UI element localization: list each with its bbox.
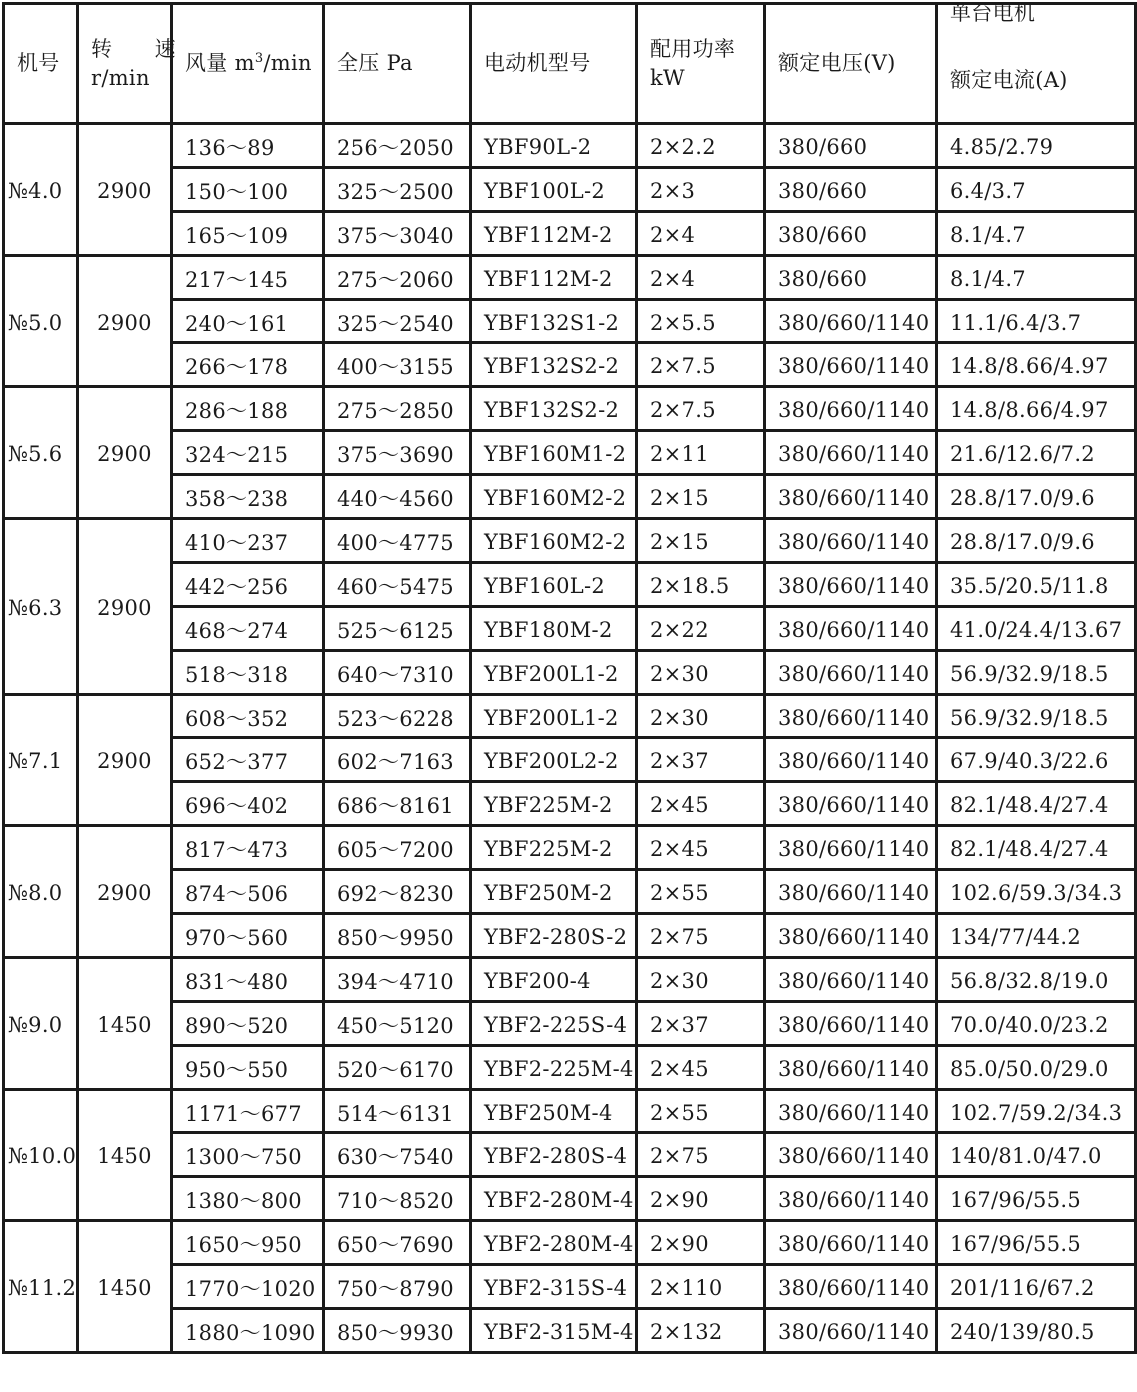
speed-cell: 2900 — [78, 826, 172, 958]
voltage-cell: 380/660/1140 — [765, 650, 937, 694]
model-cell: №8.0 — [4, 826, 78, 958]
table-row — [4, 562, 1136, 606]
pressure-cell: 450～5120 — [324, 1001, 471, 1045]
power-cell: 2×110 — [637, 1265, 765, 1309]
voltage-cell: 380/660/1140 — [765, 1001, 937, 1045]
voltage-cell: 380/660/1140 — [765, 1309, 937, 1353]
airflow-cell: 518～318 — [172, 650, 324, 694]
current-cell: 70.0/40.0/23.2 — [937, 1001, 1136, 1045]
model-cell: №5.6 — [4, 387, 78, 519]
table-row — [4, 606, 1136, 650]
pressure-cell: 686～8161 — [324, 782, 471, 826]
voltage-cell: 380/660/1140 — [765, 475, 937, 519]
current-cell: 85.0/50.0/29.0 — [937, 1045, 1136, 1089]
speed-cell: 1450 — [78, 1221, 172, 1353]
power-cell: 2×45 — [637, 1045, 765, 1089]
table-row — [4, 124, 1136, 168]
current-cell: 21.6/12.6/7.2 — [937, 431, 1136, 475]
power-cell: 2×132 — [637, 1309, 765, 1353]
current-cell: 35.5/20.5/11.8 — [937, 562, 1136, 606]
airflow-cell: 286～188 — [172, 387, 324, 431]
motor-cell: YBF2-315S-4 — [471, 1265, 637, 1309]
motor-cell: YBF160M2-2 — [471, 519, 637, 563]
pressure-cell: 850～9930 — [324, 1309, 471, 1353]
current-cell: 8.1/4.7 — [937, 211, 1136, 255]
power-cell: 2×11 — [637, 431, 765, 475]
table-row — [4, 211, 1136, 255]
motor-cell: YBF2-280M-4 — [471, 1177, 637, 1221]
airflow-cell: 1171～677 — [172, 1089, 324, 1133]
header-pressure: 全压 Pa — [324, 4, 471, 124]
motor-cell: YBF200L1-2 — [471, 650, 637, 694]
current-cell: 82.1/48.4/27.4 — [937, 826, 1136, 870]
motor-cell: YBF180M-2 — [471, 606, 637, 650]
pressure-cell: 710～8520 — [324, 1177, 471, 1221]
current-cell: 140/81.0/47.0 — [937, 1133, 1136, 1177]
motor-cell: YBF250M-4 — [471, 1089, 637, 1133]
motor-cell: YBF160L-2 — [471, 562, 637, 606]
voltage-cell: 380/660/1140 — [765, 957, 937, 1001]
airflow-cell: 1380～800 — [172, 1177, 324, 1221]
power-cell: 2×15 — [637, 475, 765, 519]
pressure-cell: 400～3155 — [324, 343, 471, 387]
table-row — [4, 519, 1136, 563]
power-cell: 2×3 — [637, 167, 765, 211]
voltage-cell: 380/660 — [765, 255, 937, 299]
pressure-cell: 325～2540 — [324, 299, 471, 343]
power-cell: 2×37 — [637, 1001, 765, 1045]
motor-cell: YBF2-280M-4 — [471, 1221, 637, 1265]
airflow-cell: 442～256 — [172, 562, 324, 606]
pressure-cell: 514～6131 — [324, 1089, 471, 1133]
motor-cell: YBF225M-2 — [471, 782, 637, 826]
motor-cell: YBF2-280S-2 — [471, 914, 637, 958]
table-row — [4, 255, 1136, 299]
power-cell: 2×90 — [637, 1221, 765, 1265]
model-cell: №7.1 — [4, 694, 78, 826]
airflow-cell: 608～352 — [172, 694, 324, 738]
power-cell: 2×2.2 — [637, 124, 765, 168]
airflow-cell: 874～506 — [172, 870, 324, 914]
motor-cell: YBF250M-2 — [471, 870, 637, 914]
current-cell: 11.1/6.4/3.7 — [937, 299, 1136, 343]
table-row — [4, 1221, 1136, 1265]
current-cell: 240/139/80.5 — [937, 1309, 1136, 1353]
current-cell: 67.9/40.3/22.6 — [937, 738, 1136, 782]
model-cell: №11.2 — [4, 1221, 78, 1353]
fan-spec-table — [2, 2, 1137, 1354]
current-cell: 14.8/8.66/4.97 — [937, 387, 1136, 431]
pressure-cell: 605～7200 — [324, 826, 471, 870]
current-cell: 201/116/67.2 — [937, 1265, 1136, 1309]
current-cell: 56.8/32.8/19.0 — [937, 957, 1136, 1001]
table-row — [4, 914, 1136, 958]
table-row — [4, 1309, 1136, 1353]
motor-cell: YBF132S1-2 — [471, 299, 637, 343]
airflow-cell: 136～89 — [172, 124, 324, 168]
current-cell: 82.1/48.4/27.4 — [937, 782, 1136, 826]
current-cell: 4.85/2.79 — [937, 124, 1136, 168]
pressure-cell: 523～6228 — [324, 694, 471, 738]
table-row — [4, 343, 1136, 387]
table-row — [4, 299, 1136, 343]
voltage-cell: 380/660/1140 — [765, 562, 937, 606]
voltage-cell: 380/660/1140 — [765, 782, 937, 826]
table-body — [4, 124, 1136, 1353]
table-row — [4, 957, 1136, 1001]
voltage-cell: 380/660/1140 — [765, 1133, 937, 1177]
table-row — [4, 826, 1136, 870]
current-cell: 102.7/59.2/34.3 — [937, 1089, 1136, 1133]
voltage-cell: 380/660/1140 — [765, 606, 937, 650]
airflow-cell: 696～402 — [172, 782, 324, 826]
voltage-cell: 380/660 — [765, 211, 937, 255]
airflow-cell: 817～473 — [172, 826, 324, 870]
voltage-cell: 380/660/1140 — [765, 343, 937, 387]
airflow-cell: 1880～1090 — [172, 1309, 324, 1353]
airflow-cell: 468～274 — [172, 606, 324, 650]
power-cell: 2×37 — [637, 738, 765, 782]
voltage-cell: 380/660/1140 — [765, 299, 937, 343]
voltage-cell: 380/660/1140 — [765, 1089, 937, 1133]
header-speed: 转 速 r/min — [78, 4, 172, 124]
current-cell: 56.9/32.9/18.5 — [937, 694, 1136, 738]
voltage-cell: 380/660/1140 — [765, 870, 937, 914]
motor-cell: YBF160M2-2 — [471, 475, 637, 519]
current-cell: 28.8/17.0/9.6 — [937, 475, 1136, 519]
power-cell: 2×90 — [637, 1177, 765, 1221]
table-row — [4, 870, 1136, 914]
motor-cell: YBF2-315M-4 — [471, 1309, 637, 1353]
header-row — [4, 4, 1136, 124]
current-cell: 102.6/59.3/34.3 — [937, 870, 1136, 914]
power-cell: 2×45 — [637, 782, 765, 826]
speed-cell: 2900 — [78, 387, 172, 519]
power-cell: 2×4 — [637, 211, 765, 255]
voltage-cell: 380/660/1140 — [765, 826, 937, 870]
power-cell: 2×5.5 — [637, 299, 765, 343]
voltage-cell: 380/660/1140 — [765, 431, 937, 475]
table-row — [4, 387, 1136, 431]
table-row — [4, 431, 1136, 475]
power-cell: 2×7.5 — [637, 343, 765, 387]
power-cell: 2×18.5 — [637, 562, 765, 606]
model-cell: №6.3 — [4, 519, 78, 695]
header-motor: 电动机型号 — [471, 4, 637, 124]
motor-cell: YBF200L1-2 — [471, 694, 637, 738]
airflow-cell: 652～377 — [172, 738, 324, 782]
pressure-cell: 275～2850 — [324, 387, 471, 431]
table-row — [4, 1089, 1136, 1133]
power-cell: 2×55 — [637, 870, 765, 914]
power-cell: 2×4 — [637, 255, 765, 299]
airflow-cell: 410～237 — [172, 519, 324, 563]
pressure-cell: 400～4775 — [324, 519, 471, 563]
speed-cell: 2900 — [78, 694, 172, 826]
motor-cell: YBF90L-2 — [471, 124, 637, 168]
airflow-cell: 1770～1020 — [172, 1265, 324, 1309]
current-cell: 28.8/17.0/9.6 — [937, 519, 1136, 563]
voltage-cell: 380/660 — [765, 167, 937, 211]
current-cell: 56.9/32.9/18.5 — [937, 650, 1136, 694]
table-row — [4, 1265, 1136, 1309]
motor-cell: YBF200L2-2 — [471, 738, 637, 782]
speed-cell: 1450 — [78, 1089, 172, 1221]
airflow-cell: 950～550 — [172, 1045, 324, 1089]
model-cell: №5.0 — [4, 255, 78, 387]
pressure-cell: 256～2050 — [324, 124, 471, 168]
airflow-cell: 324～215 — [172, 431, 324, 475]
pressure-cell: 325～2500 — [324, 167, 471, 211]
motor-cell: YBF132S2-2 — [471, 343, 637, 387]
airflow-cell: 150～100 — [172, 167, 324, 211]
pressure-cell: 602～7163 — [324, 738, 471, 782]
pressure-cell: 375～3690 — [324, 431, 471, 475]
voltage-cell: 380/660/1140 — [765, 519, 937, 563]
pressure-cell: 640～7310 — [324, 650, 471, 694]
pressure-cell: 525～6125 — [324, 606, 471, 650]
pressure-cell: 275～2060 — [324, 255, 471, 299]
power-cell: 2×7.5 — [637, 387, 765, 431]
header-power: 配用功率 kW — [637, 4, 765, 124]
header-airflow: 风量 $m^3/\min$ — [172, 4, 324, 124]
voltage-cell: 380/660/1140 — [765, 694, 937, 738]
power-cell: 2×45 — [637, 826, 765, 870]
current-cell: 8.1/4.7 — [937, 255, 1136, 299]
table-row — [4, 167, 1136, 211]
pressure-cell: 630～7540 — [324, 1133, 471, 1177]
table-row — [4, 1045, 1136, 1089]
motor-cell: YBF112M-2 — [471, 211, 637, 255]
motor-cell: YBF2-225S-4 — [471, 1001, 637, 1045]
table-row — [4, 738, 1136, 782]
motor-cell: YBF160M1-2 — [471, 431, 637, 475]
table-row — [4, 1001, 1136, 1045]
airflow-cell: 165～109 — [172, 211, 324, 255]
voltage-cell: 380/660/1140 — [765, 1221, 937, 1265]
airflow-cell: 970～560 — [172, 914, 324, 958]
voltage-cell: 380/660/1140 — [765, 387, 937, 431]
airflow-cell: 266～178 — [172, 343, 324, 387]
table-row — [4, 475, 1136, 519]
header-current: 单台电机 额定电流(A) — [937, 4, 1136, 124]
pressure-cell: 394～4710 — [324, 957, 471, 1001]
table-row — [4, 1177, 1136, 1221]
table-row — [4, 694, 1136, 738]
table-row — [4, 782, 1136, 826]
motor-cell: YBF112M-2 — [471, 255, 637, 299]
speed-cell: 2900 — [78, 519, 172, 695]
voltage-cell: 380/660/1140 — [765, 914, 937, 958]
voltage-cell: 380/660/1140 — [765, 1177, 937, 1221]
current-cell: 167/96/55.5 — [937, 1221, 1136, 1265]
model-cell: №4.0 — [4, 124, 78, 256]
motor-cell: YBF225M-2 — [471, 826, 637, 870]
voltage-cell: 380/660 — [765, 124, 937, 168]
pressure-cell: 750～8790 — [324, 1265, 471, 1309]
pressure-cell: 375～3040 — [324, 211, 471, 255]
speed-cell: 2900 — [78, 124, 172, 256]
pressure-cell: 650～7690 — [324, 1221, 471, 1265]
power-cell: 2×75 — [637, 1133, 765, 1177]
pressure-cell: 440～4560 — [324, 475, 471, 519]
current-cell: 41.0/24.4/13.67 — [937, 606, 1136, 650]
table-row — [4, 650, 1136, 694]
power-cell: 2×75 — [637, 914, 765, 958]
motor-cell: YBF2-280S-4 — [471, 1133, 637, 1177]
model-cell: №9.0 — [4, 957, 78, 1089]
power-cell: 2×30 — [637, 650, 765, 694]
current-cell: 6.4/3.7 — [937, 167, 1136, 211]
motor-cell: YBF200-4 — [471, 957, 637, 1001]
pressure-cell: 850～9950 — [324, 914, 471, 958]
airflow-cell: 890～520 — [172, 1001, 324, 1045]
voltage-cell: 380/660/1140 — [765, 738, 937, 782]
header-model: 机号 — [4, 4, 78, 124]
speed-cell: 2900 — [78, 255, 172, 387]
motor-cell: YBF100L-2 — [471, 167, 637, 211]
power-cell: 2×22 — [637, 606, 765, 650]
power-cell: 2×15 — [637, 519, 765, 563]
speed-cell: 1450 — [78, 957, 172, 1089]
model-cell: №10.0 — [4, 1089, 78, 1221]
motor-cell: YBF2-225M-4 — [471, 1045, 637, 1089]
motor-cell: YBF132S2-2 — [471, 387, 637, 431]
pressure-cell: 520～6170 — [324, 1045, 471, 1089]
current-cell: 134/77/44.2 — [937, 914, 1136, 958]
airflow-cell: 831～480 — [172, 957, 324, 1001]
voltage-cell: 380/660/1140 — [765, 1045, 937, 1089]
current-cell: 14.8/8.66/4.97 — [937, 343, 1136, 387]
table-row — [4, 1133, 1136, 1177]
current-cell: 167/96/55.5 — [937, 1177, 1136, 1221]
power-cell: 2×30 — [637, 694, 765, 738]
airflow-cell: 217～145 — [172, 255, 324, 299]
airflow-cell: 240～161 — [172, 299, 324, 343]
airflow-cell: 1650～950 — [172, 1221, 324, 1265]
pressure-cell: 460～5475 — [324, 562, 471, 606]
header-voltage: 额定电压(V) — [765, 4, 937, 124]
airflow-cell: 358～238 — [172, 475, 324, 519]
airflow-cell: 1300～750 — [172, 1133, 324, 1177]
pressure-cell: 692～8230 — [324, 870, 471, 914]
power-cell: 2×30 — [637, 957, 765, 1001]
voltage-cell: 380/660/1140 — [765, 1265, 937, 1309]
power-cell: 2×55 — [637, 1089, 765, 1133]
